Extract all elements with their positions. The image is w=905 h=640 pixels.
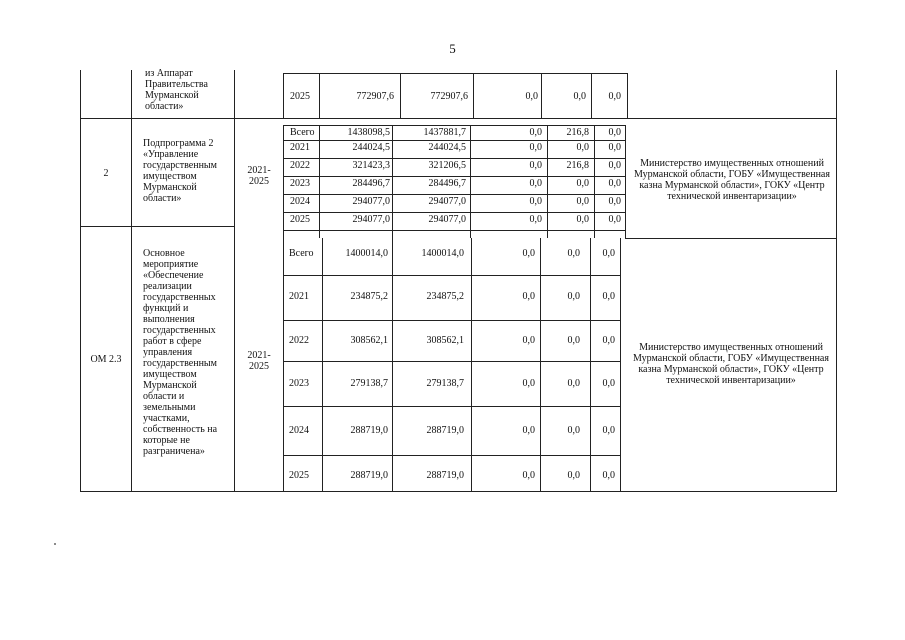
year-cell: 2025 <box>289 470 309 481</box>
local-cell: 216,8 <box>566 127 589 138</box>
total-cell: 288719,0 <box>350 470 388 481</box>
total-cell: 234875,2 <box>350 291 388 302</box>
local-cell: 0,0 <box>576 178 589 189</box>
other-cell: 0,0 <box>608 91 621 102</box>
table-rule <box>80 226 234 227</box>
table-rule <box>319 125 320 238</box>
table-rule <box>283 125 625 126</box>
local-cell: 0,0 <box>576 142 589 153</box>
table-rule <box>283 194 625 195</box>
table-rule <box>283 230 625 231</box>
table-rule <box>283 158 625 159</box>
table-rule <box>234 118 235 239</box>
table-rule <box>131 226 132 491</box>
table-rule <box>283 73 284 118</box>
year-cell: 2023 <box>290 178 310 189</box>
fed-cell: 0,0 <box>529 142 542 153</box>
other-cell: 0,0 <box>602 425 615 436</box>
row-name: Подпрограмма 2 «Управление государственным имуществом Мурманской области» <box>143 138 217 204</box>
local-cell: 0,0 <box>567 378 580 389</box>
year-cell: 2022 <box>290 160 310 171</box>
other-cell: 0,0 <box>602 291 615 302</box>
fed-cell: 0,0 <box>522 378 535 389</box>
table-rule <box>131 118 132 239</box>
local-cell: 0,0 <box>567 291 580 302</box>
table-rule <box>283 320 620 321</box>
year-cell: Всего <box>290 127 315 138</box>
fed-cell: 0,0 <box>529 178 542 189</box>
other-cell: 0,0 <box>608 178 621 189</box>
other-cell: 0,0 <box>602 335 615 346</box>
table-rule <box>283 275 620 276</box>
row-period: 2021- 2025 <box>247 165 271 187</box>
other-cell: 0,0 <box>602 248 615 259</box>
table-rule <box>80 491 837 492</box>
table-rule <box>319 73 320 118</box>
row-code: ОМ 2.3 <box>90 354 122 365</box>
table-rule <box>234 70 235 119</box>
total-cell: 308562,1 <box>350 335 388 346</box>
other-cell: 0,0 <box>608 196 621 207</box>
total-cell: 244024,5 <box>352 142 390 153</box>
local-cell: 0,0 <box>576 214 589 225</box>
total-cell: 772907,6 <box>356 91 394 102</box>
year-cell: 2024 <box>290 196 310 207</box>
regional-cell: 308562,1 <box>426 335 464 346</box>
regional-cell: 1400014,0 <box>421 248 464 259</box>
regional-cell: 284496,7 <box>428 178 466 189</box>
executor-cell: Министерство имущественных отношений Мурманской области, ГОБУ «Имущественная казна Мурманской области», ГОКУ «Центр технической инвентаризации» <box>633 342 829 386</box>
total-cell: 294077,0 <box>352 196 390 207</box>
table-rule <box>80 226 81 491</box>
scan-speck <box>54 543 56 545</box>
table-rule <box>627 73 628 118</box>
local-cell: 0,0 <box>567 248 580 259</box>
table-rule <box>625 238 837 239</box>
year-cell: 2021 <box>289 291 309 302</box>
regional-cell: 244024,5 <box>428 142 466 153</box>
table-rule <box>283 73 627 74</box>
regional-cell: 288719,0 <box>426 425 464 436</box>
year-cell: 2024 <box>289 425 309 436</box>
table-rule <box>836 238 837 491</box>
local-cell: 0,0 <box>573 91 586 102</box>
year-cell: 2023 <box>289 378 309 389</box>
table-rule <box>392 125 393 238</box>
table-rule <box>283 125 284 238</box>
other-cell: 0,0 <box>608 214 621 225</box>
total-cell: 288719,0 <box>350 425 388 436</box>
other-cell: 0,0 <box>602 470 615 481</box>
row-period: 2021- 2025 <box>247 350 271 372</box>
fed-cell: 0,0 <box>522 335 535 346</box>
local-cell: 0,0 <box>567 425 580 436</box>
table-rule <box>836 118 837 239</box>
regional-cell: 772907,6 <box>430 91 468 102</box>
row-name: Основное мероприятие «Обеспечение реализации государственных функций и выполнения государственных работ в сфере управления государственным имуществом Мурманской области и земельными участками, собственность на которые не разграничена» <box>143 248 218 457</box>
other-cell: 0,0 <box>602 378 615 389</box>
table-rule <box>620 238 621 491</box>
regional-cell: 288719,0 <box>426 470 464 481</box>
fed-cell: 0,0 <box>522 248 535 259</box>
other-cell: 0,0 <box>608 142 621 153</box>
table-rule <box>234 226 235 491</box>
total-cell: 284496,7 <box>352 178 390 189</box>
table-rule <box>131 70 132 119</box>
table-rule <box>283 455 620 456</box>
fed-cell: 0,0 <box>522 425 535 436</box>
local-cell: 216,8 <box>566 160 589 171</box>
local-cell: 0,0 <box>576 196 589 207</box>
other-cell: 0,0 <box>608 127 621 138</box>
row-code: 2 <box>103 168 109 179</box>
regional-cell: 279138,7 <box>426 378 464 389</box>
regional-cell: 294077,0 <box>428 196 466 207</box>
regional-cell: 294077,0 <box>428 214 466 225</box>
page-number: 5 <box>449 41 456 56</box>
total-cell: 1438098,5 <box>347 127 390 138</box>
fed-cell: 0,0 <box>529 214 542 225</box>
fed-cell: 0,0 <box>529 196 542 207</box>
table-rule <box>836 70 837 119</box>
table-rule <box>283 361 620 362</box>
table-rule <box>80 70 81 119</box>
table-rule <box>283 406 620 407</box>
fed-cell: 0,0 <box>522 291 535 302</box>
other-cell: 0,0 <box>608 160 621 171</box>
fed-cell: 0,0 <box>525 91 538 102</box>
total-cell: 321423,3 <box>352 160 390 171</box>
table-rule <box>80 118 837 119</box>
table-rule <box>625 125 626 238</box>
fed-cell: 0,0 <box>529 160 542 171</box>
local-cell: 0,0 <box>567 335 580 346</box>
total-cell: 1400014,0 <box>345 248 388 259</box>
total-cell: 294077,0 <box>352 214 390 225</box>
regional-cell: 321206,5 <box>428 160 466 171</box>
regional-cell: 234875,2 <box>426 291 464 302</box>
year-cell: Всего <box>289 248 314 259</box>
executor-cell: Министерство имущественных отношений Мурманской области, ГОБУ «Имущественная казна Мурманской области», ГОКУ «Центр технической инвентаризации» <box>634 158 830 202</box>
local-cell: 0,0 <box>567 470 580 481</box>
regional-cell: 1437881,7 <box>423 127 466 138</box>
table-rule <box>283 212 625 213</box>
table-rule <box>80 118 81 239</box>
year-cell: 2021 <box>290 142 310 153</box>
table-rule <box>283 176 625 177</box>
year-cell: 2025 <box>290 91 310 102</box>
fed-cell: 0,0 <box>529 127 542 138</box>
fed-cell: 0,0 <box>522 470 535 481</box>
year-cell: 2025 <box>290 214 310 225</box>
total-cell: 279138,7 <box>350 378 388 389</box>
executor-cell: из Аппарат Правительства Мурманской области» <box>145 68 208 112</box>
year-cell: 2022 <box>289 335 309 346</box>
table-rule <box>283 140 625 141</box>
